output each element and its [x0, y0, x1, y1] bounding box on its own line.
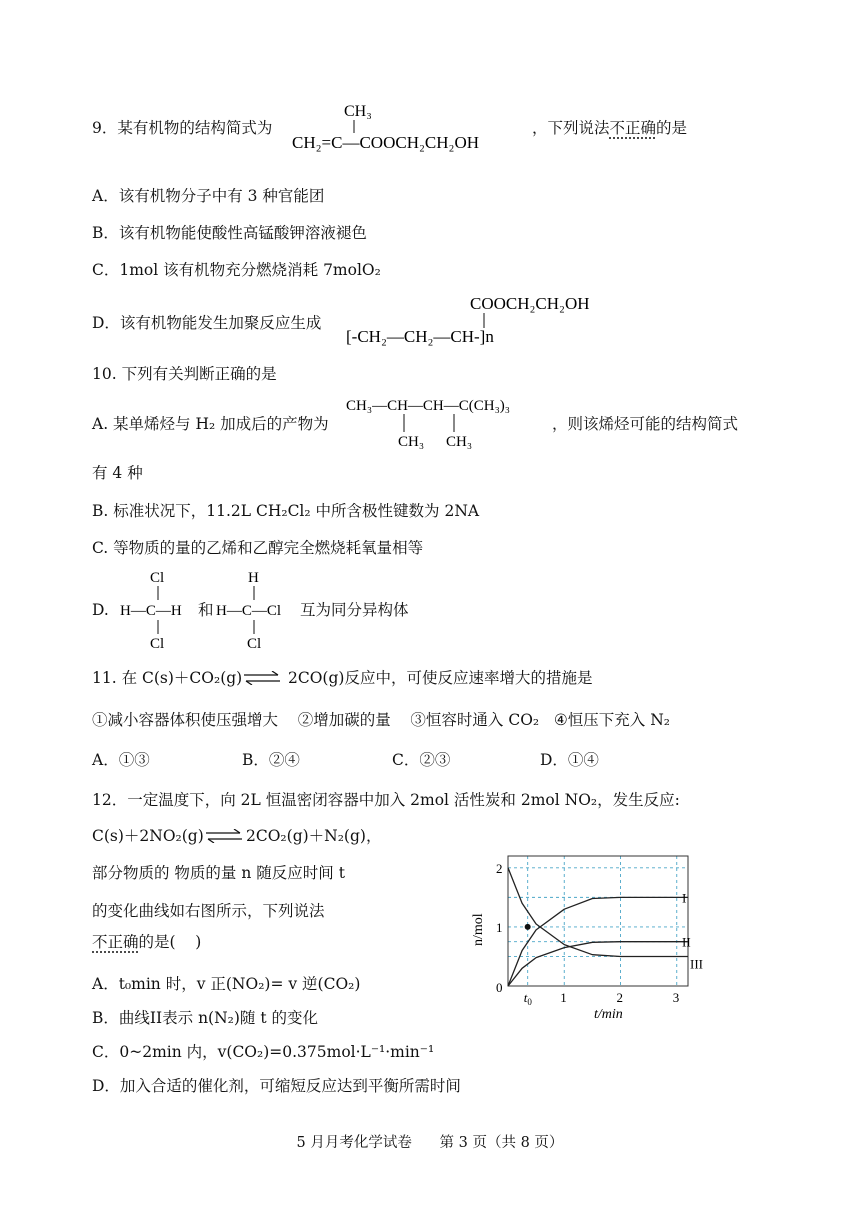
q10-option-a-suffix: ，则该烯烃可能的结构简式 [552, 415, 739, 433]
q12-option-d: D．加入合适的催化剂，可缩短反应达到平衡所需时间 [92, 1077, 461, 1095]
y-axis-label: n/mol [471, 913, 486, 946]
q10-option-d-mid: 和 [198, 601, 214, 619]
q9-suffix-b: 的是 [656, 119, 688, 137]
q9-structure [292, 100, 532, 160]
q9-stem-prefix: 9．某有机物的结构简式为 [92, 119, 273, 137]
q9-structure-drawing [292, 100, 532, 156]
q11-choice-c: C．②③ [392, 751, 451, 769]
q9-polymer-side: COOCH₂CH₂OH [470, 294, 590, 313]
q12-option-b: B．曲线II表示 n(N₂)随 t 的变化 [92, 1009, 318, 1027]
q9-polymer-chain: [-CH₂—CH₂—CH-]n [346, 327, 494, 346]
x-tick-label: 2 [616, 990, 623, 1005]
q12-desc-3-rest: 的是( ) [138, 933, 202, 951]
intersection-point [525, 924, 531, 930]
q10-optD1-mid: H—C—H [120, 603, 182, 619]
q10-option-a-continued: 有 4 种 [92, 464, 143, 482]
q9-option-a: A．该有机物分子中有 3 种官能团 [92, 187, 325, 205]
q12-option-c: C．0~2min 内，v(CO₂)=0.375mol·L⁻¹·min⁻¹ [92, 1043, 435, 1061]
q10-option-c: C. 等物质的量的乙烯和乙醇完全燃烧耗氧量相等 [92, 539, 424, 557]
q12-stem: 12．一定温度下，向 2L 恒温密闭容器中加入 2mol 活性炭和 2mol NO₂，发生反应: [92, 791, 680, 809]
series-label-III: III [690, 956, 703, 972]
series-label-I: I [682, 890, 687, 906]
q10-optD-structure-1-drawing [116, 566, 200, 652]
q10-optD1-bot: Cl [150, 636, 165, 652]
q11-stem-b: 2CO(g)反应中，可使反应速率增大的措施是 [288, 669, 593, 687]
q12-desc-3 [92, 932, 201, 952]
q11-choice-a: A．①③ [92, 751, 150, 769]
x-axis-label: t/min [594, 1007, 623, 1022]
q12-emphasis: 不正确 [92, 933, 139, 951]
q9-stem-suffix [532, 118, 687, 138]
q9-option-d: D．该有机物能发生加聚反应生成 [92, 314, 322, 332]
q10-optA-top: CH₃—CH—CH—C(CH₃)₃ [346, 398, 511, 414]
page-footer: 5 月月考化学试卷 第 3 页（共 8 页） [296, 1135, 564, 1151]
equilibrium-arrow-icon [242, 671, 282, 685]
x-tick-label: $t_0$ [523, 990, 532, 1007]
q10-option-d-suffix: 互为同分异构体 [300, 601, 409, 619]
q10-optA-structure-drawing [346, 394, 556, 454]
q10-option-a-prefix: A. 某单烯烃与 H₂ 加成后的产物为 [92, 415, 329, 433]
q10-optA-structure [346, 394, 556, 458]
q12-reaction-b: 2CO₂(g)＋N₂(g)， [246, 827, 382, 845]
q11-measures: ①减小容器体积使压强增大 ②增加碳的量 ③恒容时通入 CO₂ ④恒压下充入 N₂ [92, 711, 671, 729]
q10-option-d-prefix: D. [92, 601, 109, 619]
equilibrium-arrow-icon [204, 829, 244, 843]
q11-choice-b: B．②④ [242, 751, 300, 769]
q12-option-a: A．t₀min 时，v 正(NO₂)= v 逆(CO₂) [92, 975, 361, 993]
q11-equilibrium-arrow [242, 671, 282, 689]
q10-option-b: B. 标准状况下，11.2L CH₂Cl₂ 中所含极性键数为 2NA [92, 502, 480, 520]
q12-reaction-a: C(s)＋2NO₂(g) [92, 827, 204, 845]
q9-emphasis: 不正确 [609, 119, 657, 137]
q9-polymer [346, 292, 626, 356]
q10-optD1-top: Cl [150, 570, 165, 586]
q9-suffix-a: ，下列说法 [532, 119, 610, 137]
y-tick-label: 2 [496, 860, 503, 876]
q10-optD2-mid: H—C—Cl [216, 603, 282, 619]
q10-optA-sub2: CH₃ [446, 434, 473, 450]
q10-optD-structure-1 [116, 566, 200, 656]
series-label-II: II [682, 934, 691, 950]
q10-optD-structure-2 [214, 566, 304, 656]
series-line-III [508, 868, 688, 957]
q9-main-chain: CH₂=C—COOCH₂CH₂OH [292, 133, 479, 152]
q11-stem-a: 11. 在 C(s)＋CO₂(g) [92, 669, 243, 687]
x-tick-label: 1 [560, 990, 567, 1005]
plot-frame [508, 856, 688, 986]
q12-desc-2: 的变化曲线如右图所示，下列说法 [92, 902, 325, 920]
q10-optD2-top: H [248, 570, 259, 586]
q12-chart [452, 840, 712, 1040]
q10-optD-structure-2-drawing [214, 566, 304, 652]
y-tick-label: 0 [496, 980, 503, 995]
y-tick-label: 1 [496, 919, 503, 935]
x-tick-label: 3 [672, 990, 680, 1005]
q9-methyl: CH₃ [344, 103, 372, 120]
q9-polymer-drawing [346, 292, 626, 352]
q9-option-b: B．该有机物能使酸性高锰酸钾溶液褪色 [92, 224, 367, 242]
q12-desc-1: 部分物质的 物质的量 n 随反应时间 t [92, 864, 345, 882]
q9-option-c: C．1mol 该有机物充分燃烧消耗 7molO₂ [92, 261, 381, 279]
q11-choice-d: D．①④ [540, 751, 599, 769]
q10-stem: 10. 下列有关判断正确的是 [92, 365, 277, 383]
series-line-II [508, 942, 688, 986]
q10-optD2-bot: Cl [247, 636, 262, 652]
q10-optA-sub1: CH₃ [398, 434, 425, 450]
q12-equilibrium-arrow [204, 829, 244, 847]
